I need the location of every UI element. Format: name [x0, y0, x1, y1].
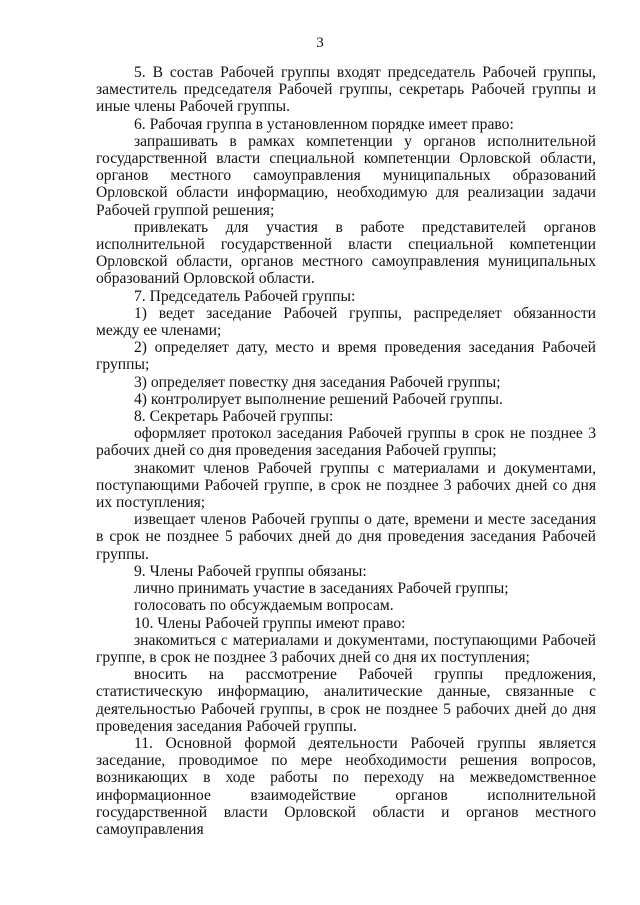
paragraph-8-notify: извещает членов Рабочей группы о дате, времени и месте заседания в срок не позднее 5 рабочих дней до дня проведения заседания Рабочей группы. — [96, 511, 596, 563]
page-number: 3 — [316, 35, 324, 51]
paragraph-9-attend: лично принимать участие в заседаниях Рабочей группы; — [134, 580, 509, 598]
paragraph-6-request-info: запрашивать в рамках компетенции у органов исполнительной государственной власти специальной компетенции Орловской области, органов местного самоуправления муниципальных образований Орловской области информацию, необходимую для реализации задачи Рабочей группой решения; — [96, 132, 596, 219]
paragraph-9-members-obliged: 9. Члены Рабочей группы обязаны: — [134, 562, 367, 580]
paragraph-9-vote: голосовать по обсуждаемым вопросам. — [134, 597, 394, 615]
paragraph-8-secretary-heading: 8. Секретарь Рабочей группы: — [134, 408, 334, 426]
paragraph-10-proposals: вносить на рассмотрение Рабочей группы предложения, статистическую информацию, аналитические данные, связанные с деятельностью Рабочей группы, в срок не позднее 5 рабочих дней до дня проведения заседания Рабочей группы. — [96, 666, 596, 735]
paragraph-10-materials: знакомиться с материалами и документами, поступающими Рабочей группе, в срок не позднее 3 рабочих дней со дня их поступления; — [96, 631, 596, 666]
paragraph-7-item-4: 4) контролирует выполнение решений Рабочей группы. — [134, 390, 503, 408]
paragraph-11-meeting-form: 11. Основной формой деятельности Рабочей группы является заседание, проводимое по мере необходимости решения вопросов, возникающих в ходе работы по переходу на межведомственное информационное взаимодействие органов исполнительной государственной власти Орловской области и органов местного самоуправления — [96, 734, 596, 838]
paragraph-10-members-rights: 10. Члены Рабочей группы имеют право: — [134, 614, 406, 632]
paragraph-7-chair-heading: 7. Председатель Рабочей группы: — [134, 287, 356, 305]
paragraph-7-item-1: 1) ведет заседание Рабочей группы, распределяет обязанности между ее членами; — [96, 304, 596, 340]
paragraph-8-acquaint: знакомит членов Рабочей группы с материалами и документами, поступающими Рабочей группе, в срок не позднее 3 рабочих дней со дня их поступления; — [96, 459, 596, 512]
paragraph-6-rights-heading: 6. Рабочая группа в установленном порядке имеет право: — [134, 115, 514, 133]
paragraph-7-item-3: 3) определяет повестку дня заседания Рабочей группы; — [134, 373, 501, 391]
paragraph-8-protocol: оформляет протокол заседания Рабочей группы в срок не позднее 3 рабочих дней со дня проведения заседания Рабочей группы; — [96, 425, 596, 460]
paragraph-5-composition: 5. В состав Рабочей группы входят председатель Рабочей группы, заместитель председателя Рабочей группы, секретарь Рабочей группы и иные члены Рабочей группы. — [96, 64, 596, 116]
paragraph-6-involve-representatives: привлекать для участия в работе представителей органов исполнительной государственной власти специальной компетенции Орловской области, органов местного самоуправления муниципальных образований Орловской области. — [96, 218, 596, 288]
document-body — [96, 64, 596, 838]
paragraph-7-item-2: 2) определяет дату, место и время проведения заседания Рабочей группы; — [96, 339, 596, 374]
